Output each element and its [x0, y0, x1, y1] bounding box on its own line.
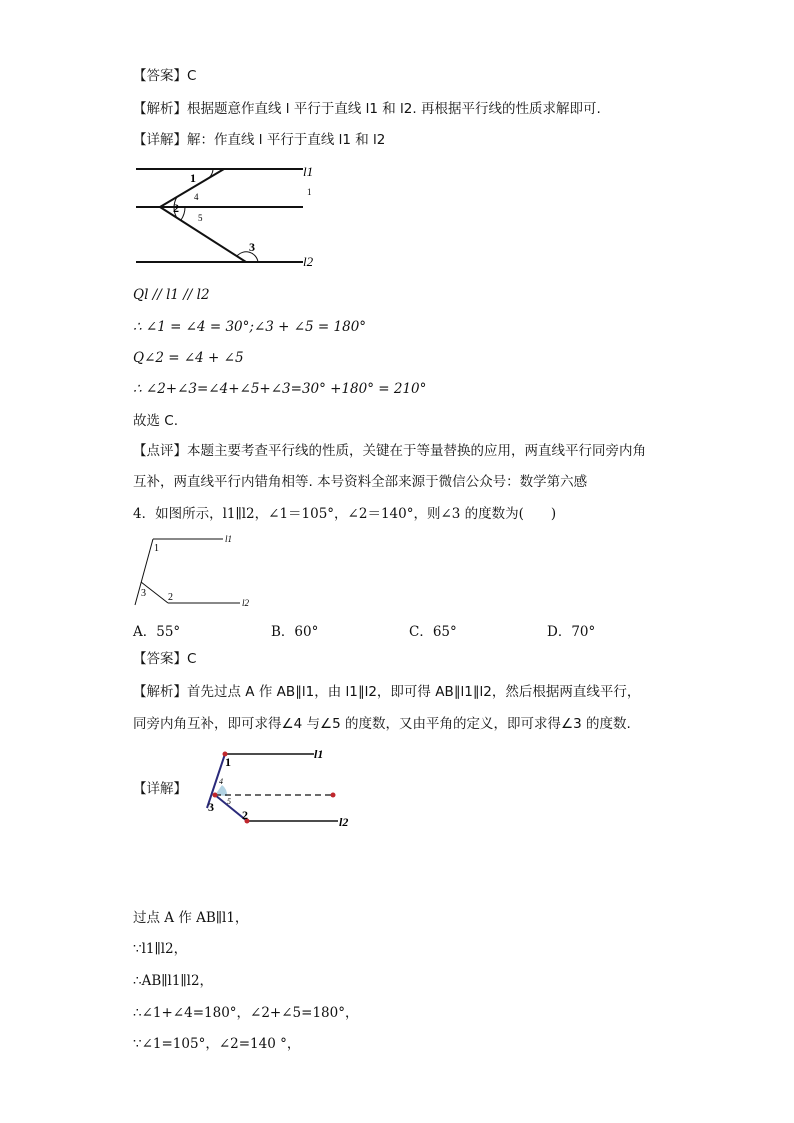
- q3-fig-line-label: 1: [307, 187, 312, 197]
- q3-figure: [133, 158, 323, 276]
- q4-option-b: B．60°: [271, 624, 319, 640]
- q3-comment-1: 【点评】本题主要考查平行线的性质，关键在于等量替换的应用，两直线平行同旁内角: [133, 443, 646, 459]
- q4-detail-fig-3: 3: [208, 800, 214, 814]
- q3-analysis: 【解析】根据题意作直线 l 平行于直线 l1 和 l2. 再根据平行线的性质求解即可.: [133, 101, 601, 117]
- q4-fig-l2: l2: [242, 598, 250, 608]
- q4-detail-fig-1: 1: [225, 755, 231, 769]
- q4-question: 4．如图所示，l1∥l2，∠1＝105°，∠2＝140°，则∠3 的度数为( ): [133, 506, 557, 522]
- q4-step-1: 过点 A 作 AB∥l1，: [133, 910, 249, 926]
- q3-detail: 【详解】解：作直线 l 平行于直线 l1 和 l2: [133, 132, 386, 148]
- q4-fig-2: 2: [168, 592, 173, 603]
- q4-step-2: ∵l1∥l2，: [133, 941, 188, 957]
- q4-option-d: D．70°: [547, 624, 596, 640]
- q3-step1: Ql // l1 // l2: [133, 287, 210, 303]
- q3-fig-3: 3: [249, 240, 255, 254]
- q4-step-4: ∴∠1+∠4=180°，∠2+∠5=180°，: [133, 1005, 359, 1021]
- q4-fig-l1: l1: [225, 534, 233, 544]
- q3-fig-4: 4: [194, 192, 199, 202]
- q4-option-c: C．65°: [409, 624, 457, 640]
- q3-fig-1: 1: [190, 171, 196, 185]
- q4-detail-fig-4: 4: [219, 777, 223, 786]
- q3-fig-5: 5: [198, 213, 203, 223]
- q3-step4: ∴ ∠2+∠3=∠4+∠5+∠3=30° +180° = 210°: [133, 381, 427, 397]
- q4-analysis-2: 同旁内角互补，即可求得∠4 与∠5 的度数，又由平角的定义，即可求得∠3 的度数.: [133, 716, 631, 732]
- q3-fig-l1: l1: [303, 164, 314, 179]
- q4-analysis-1: 【解析】首先过点 A 作 AB∥l1，由 l1∥l2，即可得 AB∥l1∥l2，然后根据两直线平行，: [133, 684, 641, 700]
- q4-answer: 【答案】C: [133, 651, 197, 667]
- q4-fig-1: 1: [154, 543, 159, 554]
- q4-detail-fig-2: 2: [242, 808, 248, 822]
- q4-detail-fig-5: 5: [227, 797, 231, 806]
- q4-detail-label: 【详解】: [133, 781, 187, 797]
- q3-fig-2: 2: [173, 201, 179, 215]
- q4-option-a: A．55°: [133, 624, 181, 640]
- q3-answer: 【答案】C: [133, 68, 197, 84]
- q4-figure: [133, 534, 253, 610]
- q3-choose: 故选 C.: [133, 413, 179, 429]
- q4-step-5: ∵∠1=105°，∠2=140 °，: [133, 1036, 301, 1052]
- q3-step3: Q∠2 = ∠4 + ∠5: [133, 350, 244, 366]
- q4-detail-fig-l2: l2: [339, 815, 349, 829]
- q4-fig-3: 3: [141, 588, 146, 599]
- q3-step2: ∴ ∠1 = ∠4 = 30°;∠3 + ∠5 = 180°: [133, 319, 367, 335]
- q3-fig-l2: l2: [303, 254, 314, 269]
- q4-detail-figure: [198, 746, 358, 828]
- q4-detail-fig-l1: l1: [314, 747, 324, 761]
- q3-comment-2: 互补，两直线平行内错角相等. 本号资料全部来源于微信公众号：数学第六感: [133, 474, 588, 490]
- q4-step-3: ∴AB∥l1∥l2，: [133, 973, 214, 989]
